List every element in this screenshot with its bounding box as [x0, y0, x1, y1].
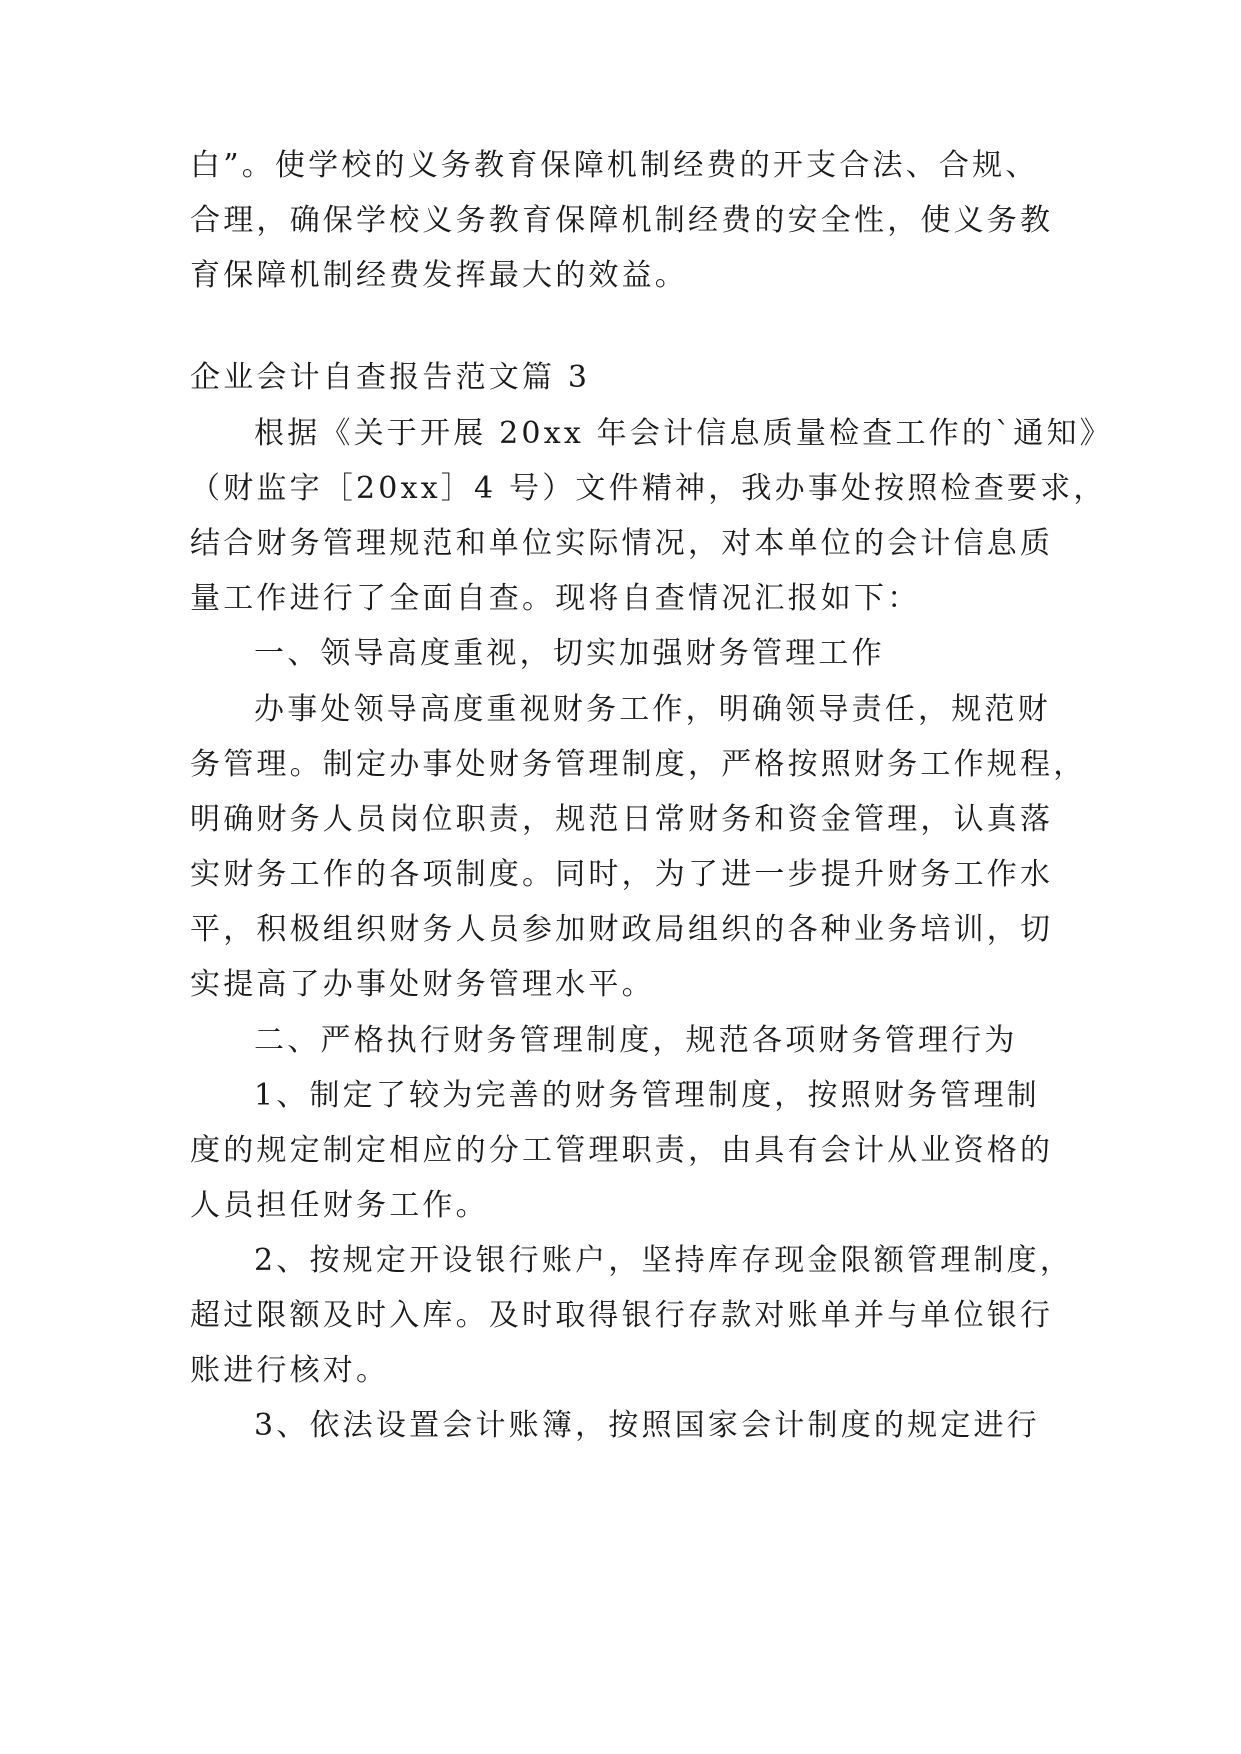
paragraph-line: 度的规定制定相应的分工管理职责，由具有会计从业资格的	[190, 1133, 1054, 1168]
subheading: 二、严格执行财务管理制度，规范各项财务管理行为	[254, 1023, 1018, 1058]
paragraph-line: 实提高了办事处财务管理水平。	[190, 967, 655, 1002]
paragraph-line: （财监字［20xx］4 号）文件精神，我办事处按照检查要求，	[190, 471, 1107, 506]
paragraph-line: 2、按规定开设银行账户，坚持库存现金限额管理制度，	[254, 1243, 1074, 1278]
paragraph-line: 1、制定了较为完善的财务管理制度，按照财务管理制	[254, 1078, 1040, 1113]
section-heading: 企业会计自查报告范文篇 3	[190, 360, 591, 395]
paragraph-line: 3、依法设置会计账簿，按照国家会计制度的规定进行	[254, 1408, 1040, 1443]
paragraph-line: 办事处领导高度重视财务工作，明确领导责任，规范财	[254, 692, 1051, 727]
paragraph-line: 平，积极组织财务人员参加财政局组织的各种业务培训，切	[190, 912, 1054, 947]
paragraph-line: 超过限额及时入库。及时取得银行存款对账单并与单位银行	[190, 1298, 1054, 1333]
paragraph-line: 账进行核对。	[190, 1353, 390, 1388]
paragraph-line: 务管理。制定办事处财务管理制度，严格按照财务工作规程，	[190, 747, 1087, 782]
paragraph-line: 合理，确保学校义务教育保障机制经费的安全性，使义务教	[190, 203, 1054, 238]
paragraph-line: 育保障机制经费发挥最大的效益。	[190, 258, 688, 293]
paragraph-line: 白”。使学校的义务教育保障机制经费的开支合法、合规、	[190, 148, 1039, 183]
paragraph-line: 根据《关于开展 20xx 年会计信息质量检查工作的`通知》	[254, 416, 1113, 451]
paragraph-line: 人员担任财务工作。	[190, 1188, 489, 1223]
paragraph-line: 明确财务人员岗位职责，规范日常财务和资金管理，认真落	[190, 802, 1054, 837]
paragraph-line: 量工作进行了全面自查。现将自查情况汇报如下：	[190, 581, 921, 616]
subheading: 一、领导高度重视，切实加强财务管理工作	[254, 636, 885, 671]
paragraph-line: 结合财务管理规范和单位实际情况，对本单位的会计信息质	[190, 526, 1054, 561]
paragraph-line: 实财务工作的各项制度。同时，为了进一步提升财务工作水	[190, 857, 1054, 892]
